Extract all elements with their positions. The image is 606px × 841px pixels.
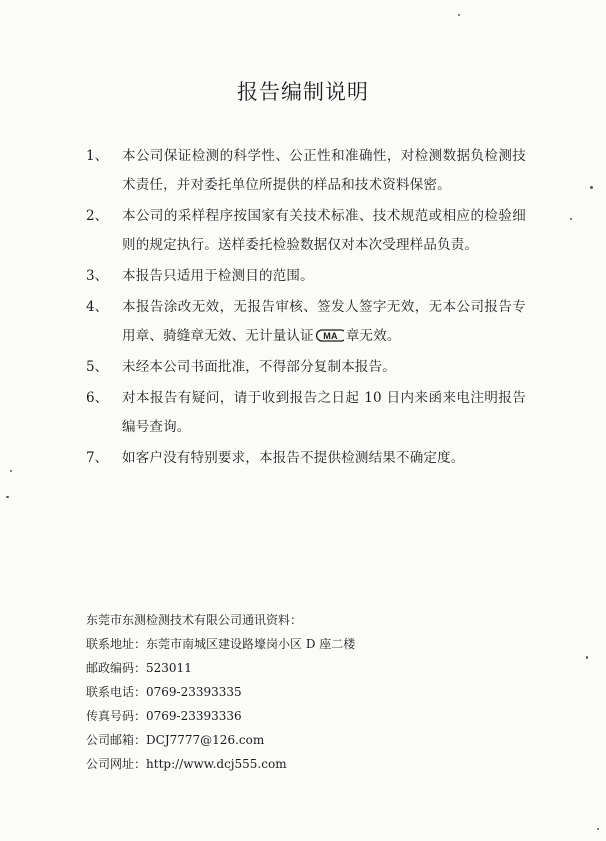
- contact-value: 523011: [146, 661, 192, 675]
- scan-speck: [10, 470, 12, 472]
- list-item: [86, 293, 526, 351]
- item-number: 4、: [86, 299, 109, 315]
- list-item: [86, 444, 526, 473]
- ma-certification-icon: [316, 329, 344, 342]
- contact-value: http://www.dcj555.com: [146, 757, 287, 771]
- list-item: [86, 202, 526, 260]
- contact-address: [86, 632, 526, 656]
- list-item: [86, 142, 526, 200]
- contact-value: DCJ7777@126.com: [146, 733, 265, 747]
- item-text: 本公司保证检测的科学性、公正性和准确性，对检测数据负检测技术责任，并对委托单位所提供的样品和技术资料保密。: [122, 148, 526, 193]
- scan-speck: [458, 14, 460, 16]
- list-item: [86, 353, 526, 382]
- contact-label: 邮政编码：: [86, 661, 147, 675]
- item-text: 本报告只适用于检测目的范围。: [122, 268, 314, 284]
- item-number: 5、: [86, 359, 109, 375]
- item-number: 2、: [86, 208, 109, 224]
- item-number: 1、: [86, 148, 109, 164]
- item-number: 6、: [86, 390, 109, 406]
- page-title: 报告编制说明: [237, 80, 369, 104]
- item-text: 对本报告有疑问，请于收到报告之日起 10 日内来函来电注明报告编号查询。: [122, 390, 526, 435]
- scan-speck: [6, 496, 9, 498]
- statement-list: [86, 142, 526, 475]
- contact-website: [86, 752, 526, 776]
- item-text-after: 章无效。: [345, 328, 401, 344]
- contact-label: 联系电话：: [86, 685, 147, 699]
- item-text-before: 本报告涂改无效，无报告审核、签发人签字无效，无本公司报告专用章、骑缝章无效、无计量认证: [122, 299, 526, 344]
- item-text: 本公司的采样程序按国家有关技术标准、技术规范或相应的检验细则的规定执行。送样委托检验数据仅对本次受理样品负责。: [122, 208, 526, 253]
- list-item: [86, 384, 526, 442]
- contact-label: 公司邮箱：: [86, 733, 147, 747]
- item-text: 未经本公司书面批准，不得部分复制本报告。: [122, 359, 396, 375]
- contact-value: 0769-23393336: [146, 709, 242, 723]
- contact-info: [86, 608, 526, 776]
- contact-email: [86, 728, 526, 752]
- contact-fax: [86, 704, 526, 728]
- contact-label: 联系地址：: [86, 637, 147, 651]
- contact-label: 公司网址：: [86, 757, 147, 771]
- ma-logo-text: MA: [323, 331, 338, 341]
- scan-speck: [570, 218, 572, 220]
- item-number: 3、: [86, 268, 109, 284]
- contact-phone: [86, 680, 526, 704]
- item-text: [122, 293, 526, 351]
- contact-postcode: [86, 656, 526, 680]
- contact-value: 0769-23393335: [146, 685, 242, 699]
- scan-speck: [590, 186, 593, 189]
- scan-speck: [586, 656, 588, 659]
- contact-value: 东莞市南城区建设路壕岗小区 D 座二楼: [146, 637, 356, 651]
- scan-speck: [597, 828, 599, 830]
- item-number: 7、: [86, 450, 109, 466]
- item-text: 如客户没有特别要求，本报告不提供检测结果不确定度。: [122, 450, 465, 466]
- contact-heading: 东莞市东测检测技术有限公司通讯资料：: [86, 613, 303, 627]
- contact-label: 传真号码：: [86, 709, 147, 723]
- list-item: [86, 262, 526, 291]
